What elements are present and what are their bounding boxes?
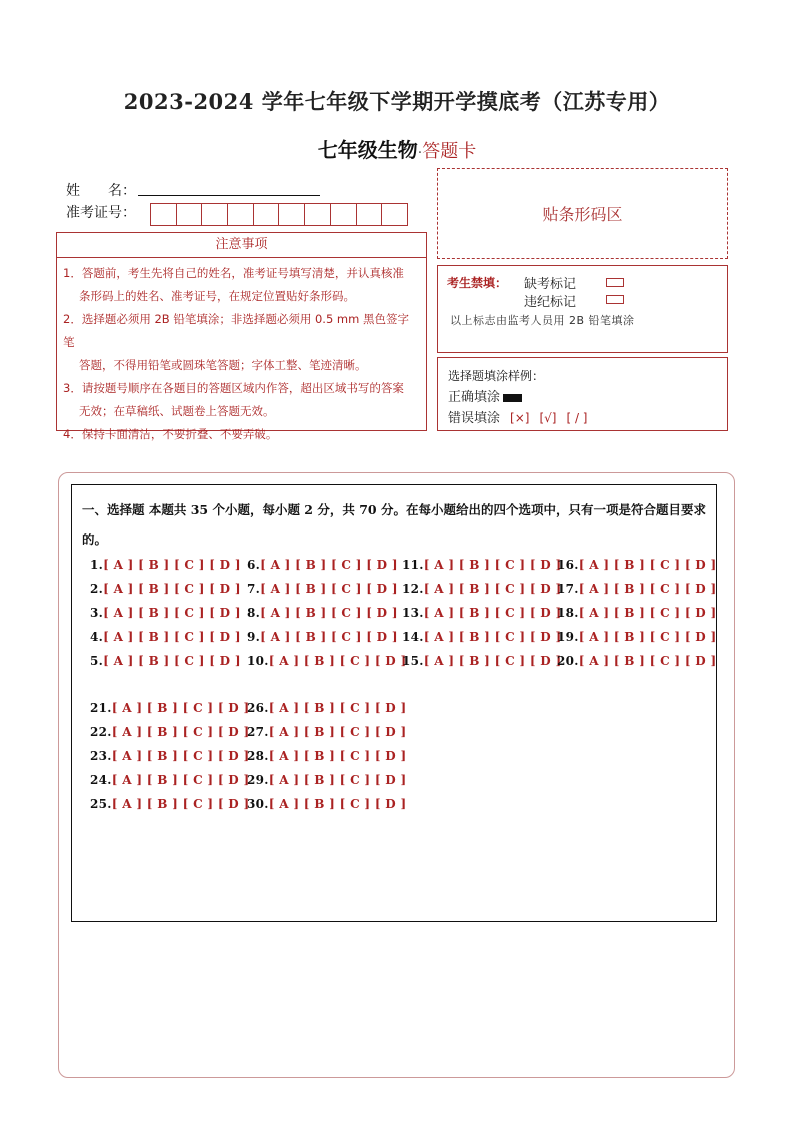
question-number: 26. <box>247 701 269 715</box>
notice-item: 4．保持卡面清洁，不要折叠、不要弄破。 <box>63 427 278 441</box>
question-item <box>90 606 241 620</box>
question-item <box>247 701 406 715</box>
question-item <box>557 654 716 668</box>
answer-options[interactable]: [ A ] [ B ] [ C ] [ D ] <box>268 701 407 715</box>
answer-options[interactable]: [ A ] [ B ] [ C ] [ D ] <box>578 630 717 644</box>
question-number: 2. <box>90 582 104 596</box>
exam-id-digit-box[interactable] <box>381 203 408 226</box>
answer-options[interactable]: [ A ] [ B ] [ C ] [ D ] <box>111 749 250 763</box>
correct-fill-label: 正确填涂 <box>448 390 501 405</box>
answer-options[interactable]: [ A ] [ B ] [ C ] [ D ] <box>103 606 241 620</box>
subtitle-separator: · <box>417 145 423 161</box>
answer-options[interactable]: [ A ] [ B ] [ C ] [ D ] <box>578 558 717 572</box>
answer-options[interactable]: [ A ] [ B ] [ C ] [ D ] <box>578 606 717 620</box>
notice-box <box>56 232 427 441</box>
question-item <box>402 606 561 620</box>
wrong-fill-cross: [×] <box>510 411 530 425</box>
exam-id-digit-box[interactable] <box>227 203 254 226</box>
question-number: 24. <box>90 773 112 787</box>
wrong-fill-label: 错误填涂 <box>448 411 501 426</box>
answer-options[interactable]: [ A ] [ B ] [ C ] [ D ] <box>268 749 407 763</box>
answer-options[interactable]: [ A ] [ B ] [ C ] [ D ] <box>111 773 250 787</box>
exam-id-digit-box[interactable] <box>176 203 203 226</box>
answer-options[interactable]: [ A ] [ B ] [ C ] [ D ] <box>260 606 398 620</box>
question-item <box>90 773 249 787</box>
notice-item: 1．答题前，考生先将自己的姓名，准考证号填写清楚，并认真核准 条形码上的姓名、准考证号，在规定位置贴好条形码。 <box>63 266 404 303</box>
answer-options[interactable]: [ A ] [ B ] [ C ] [ D ] <box>103 582 241 596</box>
absent-mark-label: 缺考标记 <box>524 277 577 292</box>
question-item <box>247 558 398 572</box>
question-number: 11. <box>402 558 424 572</box>
answer-options[interactable]: [ A ] [ B ] [ C ] [ D ] <box>268 797 407 811</box>
question-number: 25. <box>90 797 112 811</box>
fill-sample-box <box>437 357 728 431</box>
answer-options[interactable]: [ A ] [ B ] [ C ] [ D ] <box>423 630 562 644</box>
answer-options[interactable]: [ A ] [ B ] [ C ] [ D ] <box>268 725 407 739</box>
question-item <box>247 773 406 787</box>
question-number: 18. <box>557 606 579 620</box>
question-item <box>247 797 406 811</box>
question-item <box>90 701 249 715</box>
question-item <box>557 582 716 596</box>
choice-instruction: 一、选择题 本题共 35 个小题，每小题 2 分，共 70 分。在每小题给出的四个选项中，只有一项是符合题目要求的。 <box>82 502 706 547</box>
answer-options[interactable]: [ A ] [ B ] [ C ] [ D ] <box>423 606 562 620</box>
exam-id-boxes[interactable] <box>150 203 407 226</box>
proctor-only-label: 考生禁填： <box>447 276 508 290</box>
question-item <box>557 558 716 572</box>
answer-options[interactable]: [ A ] [ B ] [ C ] [ D ] <box>260 558 398 572</box>
question-item <box>247 725 406 739</box>
notice-item: 3．请按题号顺序在各题目的答题区域内作答，超出区域书写的答案 无效；在草稿纸、试题卷上答题无效。 <box>63 381 404 418</box>
question-number: 21. <box>90 701 112 715</box>
answer-options[interactable]: [ A ] [ B ] [ C ] [ D ] <box>578 582 717 596</box>
notice-title: 注意事项 <box>57 233 426 258</box>
question-number: 5. <box>90 654 104 668</box>
question-number: 7. <box>247 582 261 596</box>
answer-options[interactable]: [ A ] [ B ] [ C ] [ D ] <box>423 582 562 596</box>
question-item <box>90 630 241 644</box>
barcode-label: 贴条形码区 <box>542 205 623 224</box>
question-number: 19. <box>557 630 579 644</box>
exam-id-digit-box[interactable] <box>330 203 357 226</box>
question-item <box>557 630 716 644</box>
answer-options[interactable]: [ A ] [ B ] [ C ] [ D ] <box>111 797 250 811</box>
question-item <box>90 749 249 763</box>
answer-card-label: 答题卡 <box>422 141 477 162</box>
question-item <box>247 606 398 620</box>
answer-options[interactable]: [ A ] [ B ] [ C ] [ D ] <box>578 654 717 668</box>
answer-options[interactable]: [ A ] [ B ] [ C ] [ D ] <box>103 558 241 572</box>
question-item <box>247 630 398 644</box>
answer-options[interactable]: [ A ] [ B ] [ C ] [ D ] <box>268 773 407 787</box>
name-label: 姓 名： <box>66 183 136 199</box>
question-item <box>402 582 561 596</box>
question-number: 9. <box>247 630 261 644</box>
question-item <box>90 558 241 572</box>
question-number: 27. <box>247 725 269 739</box>
subject-label: 七年级生物 <box>317 138 418 162</box>
question-number: 10. <box>247 654 269 668</box>
exam-id-digit-box[interactable] <box>253 203 280 226</box>
wrong-fill-slash: [ / ] <box>566 411 588 425</box>
violation-mark-label: 违纪标记 <box>524 295 577 310</box>
question-number: 29. <box>247 773 269 787</box>
proctor-note: 以上标志由监考人员用 2B 铅笔填涂 <box>450 314 635 327</box>
question-number: 30. <box>247 797 269 811</box>
question-item <box>90 654 241 668</box>
correct-fill-row <box>448 386 522 405</box>
filled-box-icon <box>503 394 522 402</box>
proctor-only-box <box>437 265 728 353</box>
answer-options[interactable]: [ A ] [ B ] [ C ] [ D ] <box>268 654 407 668</box>
question-item <box>247 654 406 668</box>
question-item <box>402 654 561 668</box>
question-number: 16. <box>557 558 579 572</box>
answer-options[interactable]: [ A ] [ B ] [ C ] [ D ] <box>260 582 398 596</box>
name-field[interactable] <box>138 194 320 196</box>
question-number: 1. <box>90 558 104 572</box>
question-item <box>90 797 249 811</box>
answer-options[interactable]: [ A ] [ B ] [ C ] [ D ] <box>103 630 241 644</box>
answer-options[interactable]: [ A ] [ B ] [ C ] [ D ] <box>260 630 398 644</box>
question-number: 6. <box>247 558 261 572</box>
question-number: 12. <box>402 582 424 596</box>
choice-section <box>71 484 717 922</box>
barcode-area <box>437 168 728 259</box>
exam-id-digit-box[interactable] <box>278 203 305 226</box>
violation-mark-box[interactable] <box>606 295 624 304</box>
question-item <box>557 606 716 620</box>
question-number: 15. <box>402 654 424 668</box>
absent-mark-box[interactable] <box>606 278 624 287</box>
answer-options[interactable]: [ A ] [ B ] [ C ] [ D ] <box>423 558 562 572</box>
question-number: 22. <box>90 725 112 739</box>
answer-options[interactable]: [ A ] [ B ] [ C ] [ D ] <box>111 701 250 715</box>
question-number: 28. <box>247 749 269 763</box>
question-number: 17. <box>557 582 579 596</box>
question-item <box>247 749 406 763</box>
exam-id-digit-box[interactable] <box>304 203 331 226</box>
fill-sample-label: 选择题填涂样例： <box>448 369 545 383</box>
exam-id-digit-box[interactable] <box>150 203 177 226</box>
notice-item: 2．选择题必须用 2B 铅笔填涂；非选择题必须用 0.5 mm 黑色签字笔 答题，不得用铅笔或圆珠笔答题；字体工整、笔迹清晰。 <box>63 312 409 372</box>
question-item <box>402 558 561 572</box>
exam-id-digit-box[interactable] <box>356 203 383 226</box>
question-item <box>247 582 398 596</box>
question-item <box>90 725 249 739</box>
question-number: 8. <box>247 606 261 620</box>
wrong-fill-row <box>448 407 588 426</box>
question-number: 20. <box>557 654 579 668</box>
answer-options[interactable]: [ A ] [ B ] [ C ] [ D ] <box>103 654 241 668</box>
question-item <box>402 630 561 644</box>
wrong-fill-check: [√] <box>539 411 557 425</box>
answer-options[interactable]: [ A ] [ B ] [ C ] [ D ] <box>423 654 562 668</box>
question-number: 23. <box>90 749 112 763</box>
question-item <box>90 582 241 596</box>
question-number: 14. <box>402 630 424 644</box>
question-number: 4. <box>90 630 104 644</box>
card-subtitle <box>0 134 794 163</box>
question-number: 3. <box>90 606 104 620</box>
question-number: 13. <box>402 606 424 620</box>
page-title: 2023-2024 学年七年级下学期开学摸底考（江苏专用） <box>123 89 671 114</box>
exam-id-label: 准考证号： <box>66 205 136 221</box>
exam-id-digit-box[interactable] <box>201 203 228 226</box>
answer-options[interactable]: [ A ] [ B ] [ C ] [ D ] <box>111 725 250 739</box>
